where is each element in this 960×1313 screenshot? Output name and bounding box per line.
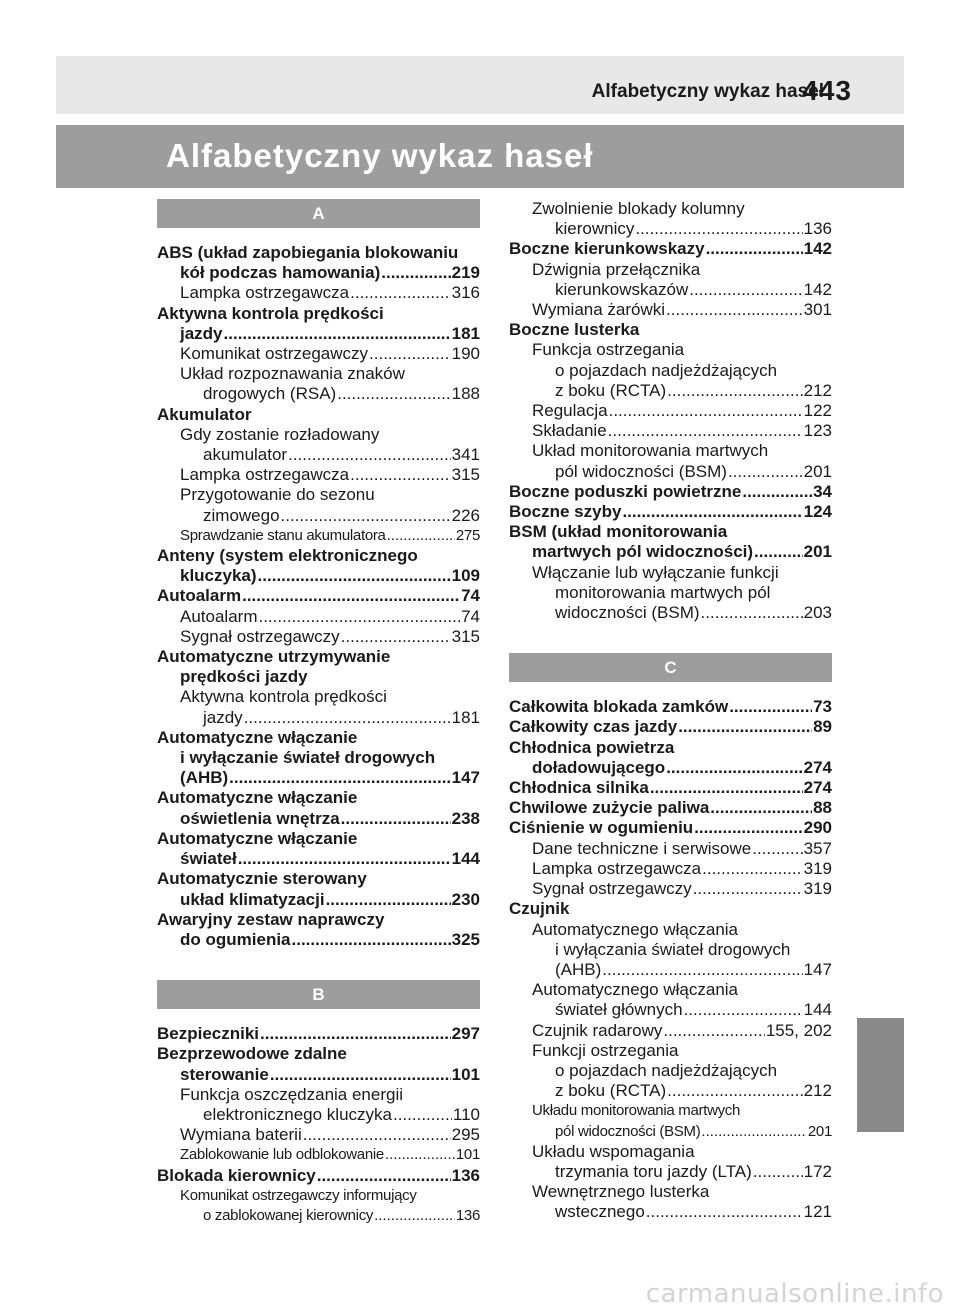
entry-page-number: 212 bbox=[803, 1081, 832, 1101]
entry-page-number: 190 bbox=[451, 344, 480, 364]
entry-text: Układu wspomagania bbox=[532, 1141, 695, 1161]
entry-page-number: 219 bbox=[451, 263, 480, 283]
entry-text: elektronicznego kluczyka bbox=[203, 1104, 392, 1124]
leader-dots bbox=[602, 960, 802, 980]
entry-text: pól widoczności (BSM) bbox=[555, 1122, 701, 1140]
index-entry bbox=[509, 401, 832, 421]
index-entry bbox=[509, 1142, 832, 1182]
index-entry bbox=[157, 869, 480, 909]
index-entry bbox=[157, 1166, 480, 1186]
entry-page-number: 109 bbox=[451, 566, 480, 586]
entry-text: trzymania toru jazdy (LTA) bbox=[555, 1161, 752, 1181]
index-entry bbox=[157, 344, 480, 364]
index-entry bbox=[509, 563, 832, 624]
entry-text: Wymiana baterii bbox=[180, 1125, 302, 1145]
entry-text: o pojazdach nadjeżdżających bbox=[555, 360, 778, 380]
leader-dots bbox=[258, 607, 460, 627]
index-entry bbox=[157, 687, 480, 727]
index-entry bbox=[509, 199, 832, 239]
leader-dots bbox=[646, 1202, 803, 1222]
entry-text: Bezprzewodowe zdalne bbox=[157, 1044, 347, 1064]
entry-text: Blokada kierownicy bbox=[157, 1165, 316, 1185]
entry-text: (AHB) bbox=[555, 959, 602, 979]
entry-text: Funkcja oszczędzania energii bbox=[180, 1084, 404, 1104]
leader-dots bbox=[381, 263, 450, 283]
entry-page-number: 73 bbox=[813, 697, 832, 717]
entry-text: Dźwignia przełącznika bbox=[532, 259, 701, 279]
entry-page-number: 203 bbox=[803, 603, 832, 623]
index-entry bbox=[509, 899, 832, 919]
leader-dots bbox=[387, 526, 455, 546]
index-entry bbox=[509, 340, 832, 401]
page-title: Alfabetyczny wykaz haseł bbox=[166, 137, 594, 174]
entry-text: Funkcji ostrzegania bbox=[532, 1040, 679, 1060]
entry-text: Dane techniczne i serwisowe bbox=[532, 838, 752, 858]
entry-page-number: 297 bbox=[451, 1024, 480, 1044]
index-entry bbox=[157, 1024, 480, 1044]
entry-text: Układ monitorowania martwych bbox=[532, 441, 769, 461]
entry-page-number: 155, 202 bbox=[765, 1020, 832, 1040]
entry-text: Składanie bbox=[532, 421, 607, 441]
index-entry bbox=[157, 283, 480, 303]
index-entry bbox=[157, 1125, 480, 1145]
entry-page-number: 142 bbox=[803, 239, 832, 259]
entry-text: Ciśnienie w ogumieniu bbox=[509, 818, 694, 838]
entry-page-number: 325 bbox=[451, 929, 480, 949]
leader-dots bbox=[303, 1125, 451, 1145]
entry-text: jazdy bbox=[180, 323, 223, 343]
leader-dots bbox=[663, 1021, 764, 1041]
entry-page-number: 122 bbox=[803, 401, 832, 421]
entry-page-number: 124 bbox=[803, 502, 832, 522]
leader-dots bbox=[742, 482, 812, 502]
index-entry bbox=[509, 1101, 832, 1141]
leader-dots bbox=[258, 566, 451, 586]
entry-text: Całkowity czas jazdy bbox=[509, 717, 678, 737]
index-entry bbox=[157, 526, 480, 546]
entry-text: martwych pól widoczności) bbox=[532, 542, 754, 562]
entry-page-number: 147 bbox=[803, 959, 832, 979]
entry-page-number: 319 bbox=[803, 858, 832, 878]
index-entry bbox=[509, 798, 832, 818]
entry-text: Sygnał ostrzegawczy bbox=[532, 879, 692, 899]
entry-text: Zwolnienie blokady kolumny bbox=[532, 199, 745, 218]
entry-text: monitorowania martwych pól bbox=[555, 582, 771, 602]
entry-text: akumulator bbox=[203, 445, 288, 465]
entry-text: z boku (RCTA) bbox=[555, 380, 667, 400]
entry-page-number: 290 bbox=[803, 818, 832, 838]
index-entry bbox=[509, 1041, 832, 1102]
entry-text: Boczne poduszki powietrzne bbox=[509, 481, 742, 501]
index-entry bbox=[157, 364, 480, 404]
entry-page-number: 181 bbox=[451, 707, 480, 727]
leader-dots bbox=[385, 1145, 455, 1165]
entry-text: Boczne lusterka bbox=[509, 320, 640, 340]
entry-text: Aktywna kontrola prędkości bbox=[157, 303, 384, 323]
entry-text: układ klimatyzacji bbox=[180, 889, 325, 909]
index-entry bbox=[157, 243, 480, 283]
index-entry bbox=[509, 320, 832, 340]
index-column-right bbox=[509, 199, 832, 1223]
entry-text: Komunikat ostrzegawczy bbox=[180, 344, 369, 364]
index-entry bbox=[157, 647, 480, 687]
entry-page-number: 315 bbox=[451, 626, 480, 646]
index-entry bbox=[509, 738, 832, 778]
entry-text: kierunkowskazów bbox=[555, 279, 689, 299]
leader-dots bbox=[706, 239, 803, 259]
entry-text: Całkowita blokada zamków bbox=[509, 697, 729, 717]
index-entry bbox=[509, 920, 832, 981]
entry-text: Aktywna kontrola prędkości bbox=[180, 687, 387, 707]
leader-dots bbox=[242, 586, 460, 606]
entry-text: Regulacja bbox=[532, 401, 608, 421]
index-entry bbox=[157, 728, 480, 789]
entry-page-number: 88 bbox=[813, 798, 832, 818]
entry-text: i wyłączania świateł drogowych bbox=[555, 939, 791, 959]
entry-page-number: 74 bbox=[461, 606, 480, 626]
index-entry bbox=[157, 546, 480, 586]
entry-text: Autoalarm bbox=[157, 586, 242, 606]
entry-page-number: 144 bbox=[803, 1000, 832, 1020]
entry-text: pól widoczności (BSM) bbox=[555, 461, 727, 481]
entry-page-number: 136 bbox=[803, 219, 832, 239]
entry-text: Wymiana żarówki bbox=[532, 300, 666, 320]
index-entry bbox=[509, 778, 832, 798]
section-header-a: A bbox=[157, 199, 480, 228]
entry-text: Automatyczne włączanie bbox=[157, 727, 358, 747]
entry-text: świateł głównych bbox=[555, 1000, 683, 1020]
leader-dots bbox=[701, 603, 803, 623]
section-header-c: C bbox=[509, 653, 832, 682]
entry-text: Autoalarm bbox=[180, 606, 258, 626]
entry-text: Lampka ostrzegawcza bbox=[180, 283, 350, 303]
index-entry bbox=[157, 829, 480, 869]
leader-dots bbox=[754, 542, 803, 562]
entry-text: jazdy bbox=[203, 707, 243, 727]
entry-text: Automatycznego włączania bbox=[532, 919, 739, 939]
index-entry bbox=[509, 859, 832, 879]
leader-dots bbox=[238, 849, 451, 869]
entry-text: widoczności (BSM) bbox=[555, 603, 700, 623]
entry-text: Akumulator bbox=[157, 404, 252, 424]
entry-text: ABS (układ zapobiegania blokowaniu bbox=[157, 243, 459, 262]
index-entry bbox=[509, 697, 832, 717]
entry-page-number: 357 bbox=[803, 838, 832, 858]
leader-dots bbox=[667, 381, 802, 401]
entry-text: Chłodnica silnika bbox=[509, 778, 649, 798]
chapter-thumb-tab bbox=[857, 1018, 904, 1132]
entry-text: Funkcja ostrzegania bbox=[532, 340, 685, 360]
leader-dots bbox=[693, 879, 803, 899]
index-entry bbox=[509, 818, 832, 838]
entry-text: drogowych (RSA) bbox=[203, 384, 337, 404]
index-entry bbox=[509, 1021, 832, 1041]
leader-dots bbox=[369, 344, 451, 364]
entry-page-number: 315 bbox=[451, 465, 480, 485]
entry-page-number: 147 bbox=[451, 768, 480, 788]
leader-dots bbox=[341, 627, 451, 647]
leader-dots bbox=[317, 1166, 451, 1186]
entry-text: Bezpieczniki bbox=[157, 1024, 260, 1044]
entry-page-number: 136 bbox=[451, 1165, 480, 1185]
entry-page-number: 101 bbox=[451, 1064, 480, 1084]
leader-dots bbox=[667, 1081, 802, 1101]
leader-dots bbox=[689, 280, 802, 300]
entry-text: (AHB) bbox=[180, 768, 229, 788]
leader-dots bbox=[260, 1024, 451, 1044]
entry-text: Włączanie lub wyłączanie funkcji bbox=[532, 562, 779, 582]
index-entry bbox=[509, 260, 832, 300]
index-entry bbox=[157, 586, 480, 606]
entry-text: doładowującego bbox=[532, 757, 666, 777]
entry-text: Automatyczne utrzymywanie bbox=[157, 647, 391, 667]
entry-text: kierownicy bbox=[555, 219, 635, 239]
entry-page-number: 34 bbox=[813, 481, 832, 501]
index-entry bbox=[157, 1186, 480, 1226]
entry-page-number: 341 bbox=[451, 445, 480, 465]
entry-page-number: 212 bbox=[803, 380, 832, 400]
leader-dots bbox=[678, 717, 812, 737]
index-entry bbox=[157, 1044, 480, 1084]
index-entry bbox=[509, 980, 832, 1020]
entry-page-number: 201 bbox=[803, 461, 832, 481]
leader-dots bbox=[337, 384, 450, 404]
entry-page-number: 181 bbox=[451, 323, 480, 343]
watermark: carmanualsonline.info bbox=[645, 1279, 944, 1309]
entry-page-number: 319 bbox=[803, 879, 832, 899]
entry-text: Gdy zostanie rozładowany bbox=[180, 424, 380, 444]
index-entry bbox=[157, 607, 480, 627]
entry-page-number: 188 bbox=[451, 384, 480, 404]
leader-dots bbox=[224, 324, 451, 344]
index-entry bbox=[157, 627, 480, 647]
index-entry bbox=[509, 522, 832, 562]
index-entry bbox=[509, 502, 832, 522]
entry-page-number: 316 bbox=[451, 283, 480, 303]
index-entry bbox=[509, 441, 832, 481]
leader-dots bbox=[728, 462, 803, 482]
leader-dots bbox=[292, 930, 451, 950]
entry-text: Komunikat ostrzegawczy informujący bbox=[180, 1186, 417, 1204]
entry-text: zimowego bbox=[203, 505, 280, 525]
index-entry bbox=[157, 788, 480, 828]
entry-page-number: 74 bbox=[461, 586, 480, 606]
index-entry bbox=[509, 839, 832, 859]
index-entry bbox=[157, 1145, 480, 1165]
entry-page-number: 274 bbox=[803, 757, 832, 777]
entry-text: wstecznego bbox=[555, 1202, 645, 1222]
entry-text: Automatycznie sterowany bbox=[157, 869, 367, 889]
index-entry bbox=[509, 482, 832, 502]
leader-dots bbox=[244, 708, 451, 728]
entry-page-number: 89 bbox=[813, 717, 832, 737]
entry-text: Czujnik bbox=[509, 899, 570, 919]
index-entry bbox=[157, 304, 480, 344]
leader-dots bbox=[270, 1065, 451, 1085]
entry-page-number: 136 bbox=[455, 1206, 480, 1224]
index-entry bbox=[509, 239, 832, 259]
index-entry bbox=[509, 717, 832, 737]
leader-dots bbox=[281, 506, 451, 526]
entry-page-number: 121 bbox=[803, 1202, 832, 1222]
index-entry bbox=[157, 425, 480, 465]
entry-text: o zablokowanej kierownicy bbox=[203, 1206, 374, 1224]
entry-page-number: 144 bbox=[451, 849, 480, 869]
entry-page-number: 172 bbox=[803, 1161, 832, 1181]
entry-text: do ogumienia bbox=[180, 929, 291, 949]
entry-text: z boku (RCTA) bbox=[555, 1081, 667, 1101]
leader-dots bbox=[350, 283, 450, 303]
leader-dots bbox=[393, 1105, 452, 1125]
index-entry bbox=[157, 465, 480, 485]
entry-text: Układ rozpoznawania znaków bbox=[180, 364, 405, 384]
index-entry bbox=[509, 1182, 832, 1222]
entry-page-number: 230 bbox=[451, 889, 480, 909]
entry-page-number: 110 bbox=[452, 1104, 480, 1124]
index-entry bbox=[157, 405, 480, 425]
entry-text: Chwilowe zużycie paliwa bbox=[509, 798, 710, 818]
index-entry bbox=[157, 910, 480, 950]
leader-dots bbox=[752, 839, 802, 859]
leader-dots bbox=[666, 300, 803, 320]
entry-text: Chłodnica powietrza bbox=[509, 737, 675, 757]
entry-page-number: 295 bbox=[451, 1125, 480, 1145]
entry-text: kluczyka) bbox=[180, 566, 257, 586]
leader-dots bbox=[702, 859, 802, 879]
index-entry bbox=[157, 485, 480, 525]
entry-page-number: 238 bbox=[451, 808, 480, 828]
entry-text: Lampka ostrzegawcza bbox=[180, 465, 350, 485]
index-entry bbox=[509, 300, 832, 320]
index-entry bbox=[509, 879, 832, 899]
running-title: Alfabetyczny wykaz haseł bbox=[591, 81, 824, 102]
entry-page-number: 142 bbox=[803, 279, 832, 299]
entry-page-number: 201 bbox=[807, 1122, 832, 1140]
entry-text: Zablokowanie lub odblokowanie bbox=[180, 1146, 384, 1164]
entry-text: o pojazdach nadjeżdżających bbox=[555, 1060, 778, 1080]
entry-page-number: 301 bbox=[803, 300, 832, 320]
index-column-left bbox=[157, 199, 480, 1226]
entry-text: Sprawdzanie stanu akumulatora bbox=[180, 526, 386, 544]
entry-page-number: 226 bbox=[451, 505, 480, 525]
index-entry bbox=[509, 421, 832, 441]
entry-text: Anteny (system elektronicznego bbox=[157, 546, 418, 566]
leader-dots bbox=[609, 401, 803, 421]
leader-dots bbox=[288, 445, 451, 465]
entry-text: Automatycznego włączania bbox=[532, 980, 739, 1000]
entry-text: BSM (układ monitorowania bbox=[509, 522, 728, 542]
entry-text: kół podczas hamowania) bbox=[180, 263, 381, 283]
leader-dots bbox=[635, 219, 802, 239]
entry-text: Awaryjny zestaw naprawczy bbox=[157, 909, 385, 929]
entry-page-number: 274 bbox=[803, 778, 832, 798]
leader-dots bbox=[374, 1206, 455, 1226]
entry-page-number: 123 bbox=[803, 421, 832, 441]
leader-dots bbox=[650, 778, 803, 798]
leader-dots bbox=[753, 1162, 803, 1182]
entry-text: Boczne kierunkowskazy bbox=[509, 239, 705, 259]
leader-dots bbox=[622, 502, 802, 522]
leader-dots bbox=[350, 465, 450, 485]
entry-text: Układu monitorowania martwych bbox=[532, 1102, 741, 1120]
leader-dots bbox=[694, 818, 802, 838]
leader-dots bbox=[666, 758, 802, 778]
entry-text: prędkości jazdy bbox=[180, 667, 308, 687]
leader-dots bbox=[701, 1122, 806, 1142]
entry-page-number: 101 bbox=[455, 1146, 480, 1164]
entry-page-number: 201 bbox=[803, 542, 832, 562]
entry-text: Boczne szyby bbox=[509, 502, 622, 522]
entry-text: Sygnał ostrzegawczy bbox=[180, 626, 340, 646]
entry-text: i wyłączanie świateł drogowych bbox=[180, 748, 436, 768]
leader-dots bbox=[326, 890, 451, 910]
entry-text: Przygotowanie do sezonu bbox=[180, 485, 375, 505]
leader-dots bbox=[341, 809, 451, 829]
leader-dots bbox=[710, 798, 812, 818]
entry-text: oświetlenia wnętrza bbox=[180, 808, 340, 828]
entry-text: Czujnik radarowy bbox=[532, 1020, 663, 1040]
page-number: 443 bbox=[802, 75, 852, 106]
entry-text: Wewnętrznego lusterka bbox=[532, 1182, 710, 1202]
entry-text: Automatyczne włączanie bbox=[157, 788, 358, 808]
leader-dots bbox=[229, 768, 450, 788]
index-entry bbox=[157, 1085, 480, 1125]
entry-page-number: 275 bbox=[455, 526, 480, 544]
leader-dots bbox=[729, 697, 812, 717]
entry-text: sterowanie bbox=[180, 1064, 269, 1084]
leader-dots bbox=[684, 1000, 803, 1020]
section-header-b: B bbox=[157, 980, 480, 1009]
entry-text: świateł bbox=[180, 849, 237, 869]
leader-dots bbox=[608, 421, 803, 441]
entry-text: Lampka ostrzegawcza bbox=[532, 858, 702, 878]
entry-text: Automatyczne włączanie bbox=[157, 828, 358, 848]
